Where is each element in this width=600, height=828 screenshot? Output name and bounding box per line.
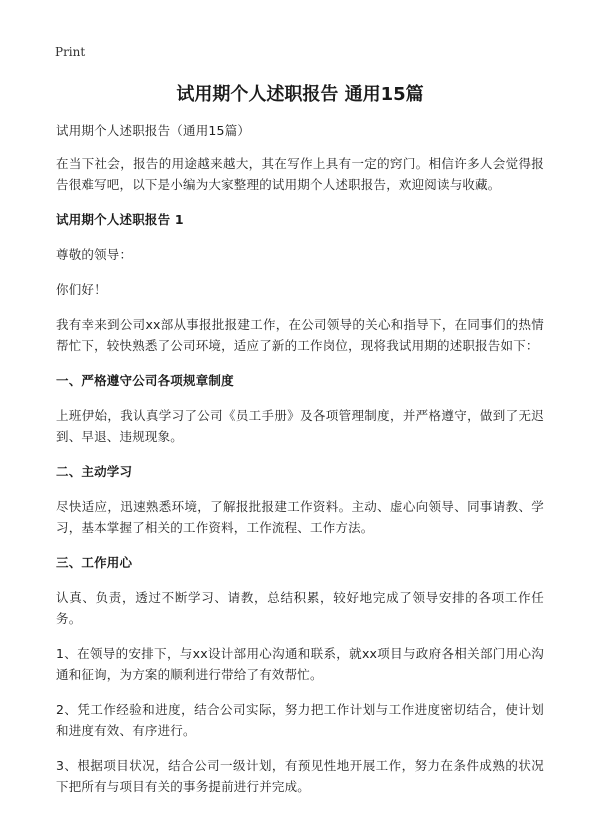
greeting-line: 尊敬的领导： (56, 247, 133, 262)
document-subtitle: 试用期个人述职报告（通用15篇） (56, 123, 251, 138)
list-item-3: 3、根据项目状况，结合公司一级计划，有预见性地开展工作，努力在条件成熟的状况下把所有与项目有关的事务提前进行并完成。 (56, 758, 544, 794)
paragraph-work: 认真、负责，透过不断学习、请教，总结积累，较好地完成了领导安排的各项工作任务。 (56, 590, 544, 626)
heading-study: 二、主动学习 (56, 464, 133, 479)
list-item-1: 1、在领导的安排下，与xx设计部用心沟通和联系，就xx项目与政府各相关部门用心沟通和征询，为方案的顺利进行带给了有效帮忙。 (56, 646, 544, 682)
heading-work: 三、工作用心 (56, 555, 133, 570)
heading-rules: 一、严格遵守公司各项规章制度 (56, 373, 234, 388)
body-paragraph-1: 我有幸来到公司xx部从事报批报建工作，在公司领导的关心和指导下，在同事们的热情帮忙下，较快熟悉了公司环境，适应了新的工作岗位，现将我试用期的述职报告如下： (56, 317, 544, 353)
paragraph-study: 尽快适应，迅速熟悉环境，了解报批报建工作资料。主动、虚心向领导、同事请教、学习，基本掌握了相关的工作资料，工作流程、工作方法。 (56, 499, 544, 535)
document-body (56, 120, 544, 811)
hello-line: 你们好！ (56, 282, 107, 297)
page-title: 试用期个人述职报告 通用15篇 (176, 84, 424, 105)
paragraph-rules: 上班伊始，我认真学习了公司《员工手册》及各项管理制度，并严格遵守，做到了无迟到、早退、违规现象。 (56, 408, 544, 444)
section-heading-1: 试用期个人述职报告 1 (56, 212, 184, 227)
intro-paragraph: 在当下社会，报告的用途越来越大，其在写作上具有一定的窍门。相信许多人会觉得报告很难写吧，以下是小编为大家整理的试用期个人述职报告，欢迎阅读与收藏。 (56, 156, 544, 192)
print-link[interactable]: Print (55, 45, 86, 59)
list-item-2: 2、凭工作经验和进度，结合公司实际，努力把工作计划与工作进度密切结合，使计划和进度有效、有序进行。 (56, 702, 544, 738)
